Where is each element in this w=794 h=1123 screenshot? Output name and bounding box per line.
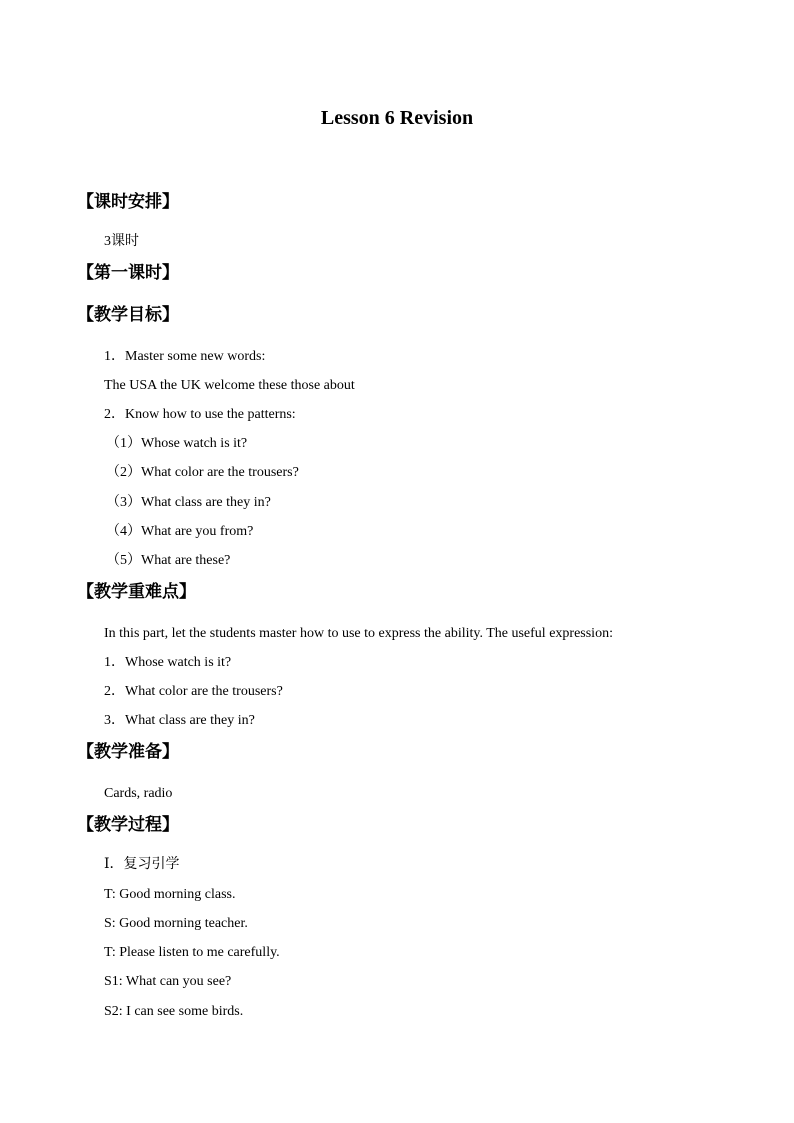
objectives-line: 2．Know how to use the patterns:: [104, 407, 296, 422]
key-points-line: 1．Whose watch is it?: [104, 655, 232, 670]
pattern-item: （5）What are these?: [106, 553, 231, 568]
dialogue-line: S1: What can you see?: [104, 974, 232, 989]
dialogue-line: T: Good morning class.: [104, 887, 236, 902]
objectives-line: The USA the UK welcome these those about: [104, 378, 355, 393]
heading-schedule: 【课时安排】: [77, 192, 179, 211]
dialogue-line: T: Please listen to me carefully.: [104, 945, 280, 960]
pattern-item: （2）What color are the trousers?: [106, 465, 299, 480]
preparation-line: Cards, radio: [104, 786, 173, 801]
schedule-line: 3课时: [104, 234, 139, 249]
pattern-item: （1）Whose watch is it?: [106, 436, 248, 451]
document-title: Lesson 6 Revision: [320, 107, 474, 129]
heading-preparation: 【教学准备】: [77, 742, 179, 761]
heading-key-points: 【教学重难点】: [77, 582, 196, 601]
dialogue-line: S: Good morning teacher.: [104, 916, 248, 931]
dialogue-line: S2: I can see some birds.: [104, 1004, 244, 1019]
heading-process: 【教学过程】: [77, 815, 179, 834]
pattern-item: （4）What are you from?: [106, 524, 254, 539]
heading-first-period: 【第一课时】: [77, 263, 179, 282]
process-step-title: Ⅰ．复习引学: [104, 857, 180, 872]
objectives-line: 1．Master some new words:: [104, 349, 266, 364]
key-points-line: In this part, let the students master how to use to express the ability. The useful expression:: [104, 626, 613, 641]
pattern-item: （3）What class are they in?: [106, 495, 271, 510]
key-points-line: 2．What color are the trousers?: [104, 684, 283, 699]
heading-objectives: 【教学目标】: [77, 305, 179, 324]
key-points-line: 3．What class are they in?: [104, 713, 255, 728]
